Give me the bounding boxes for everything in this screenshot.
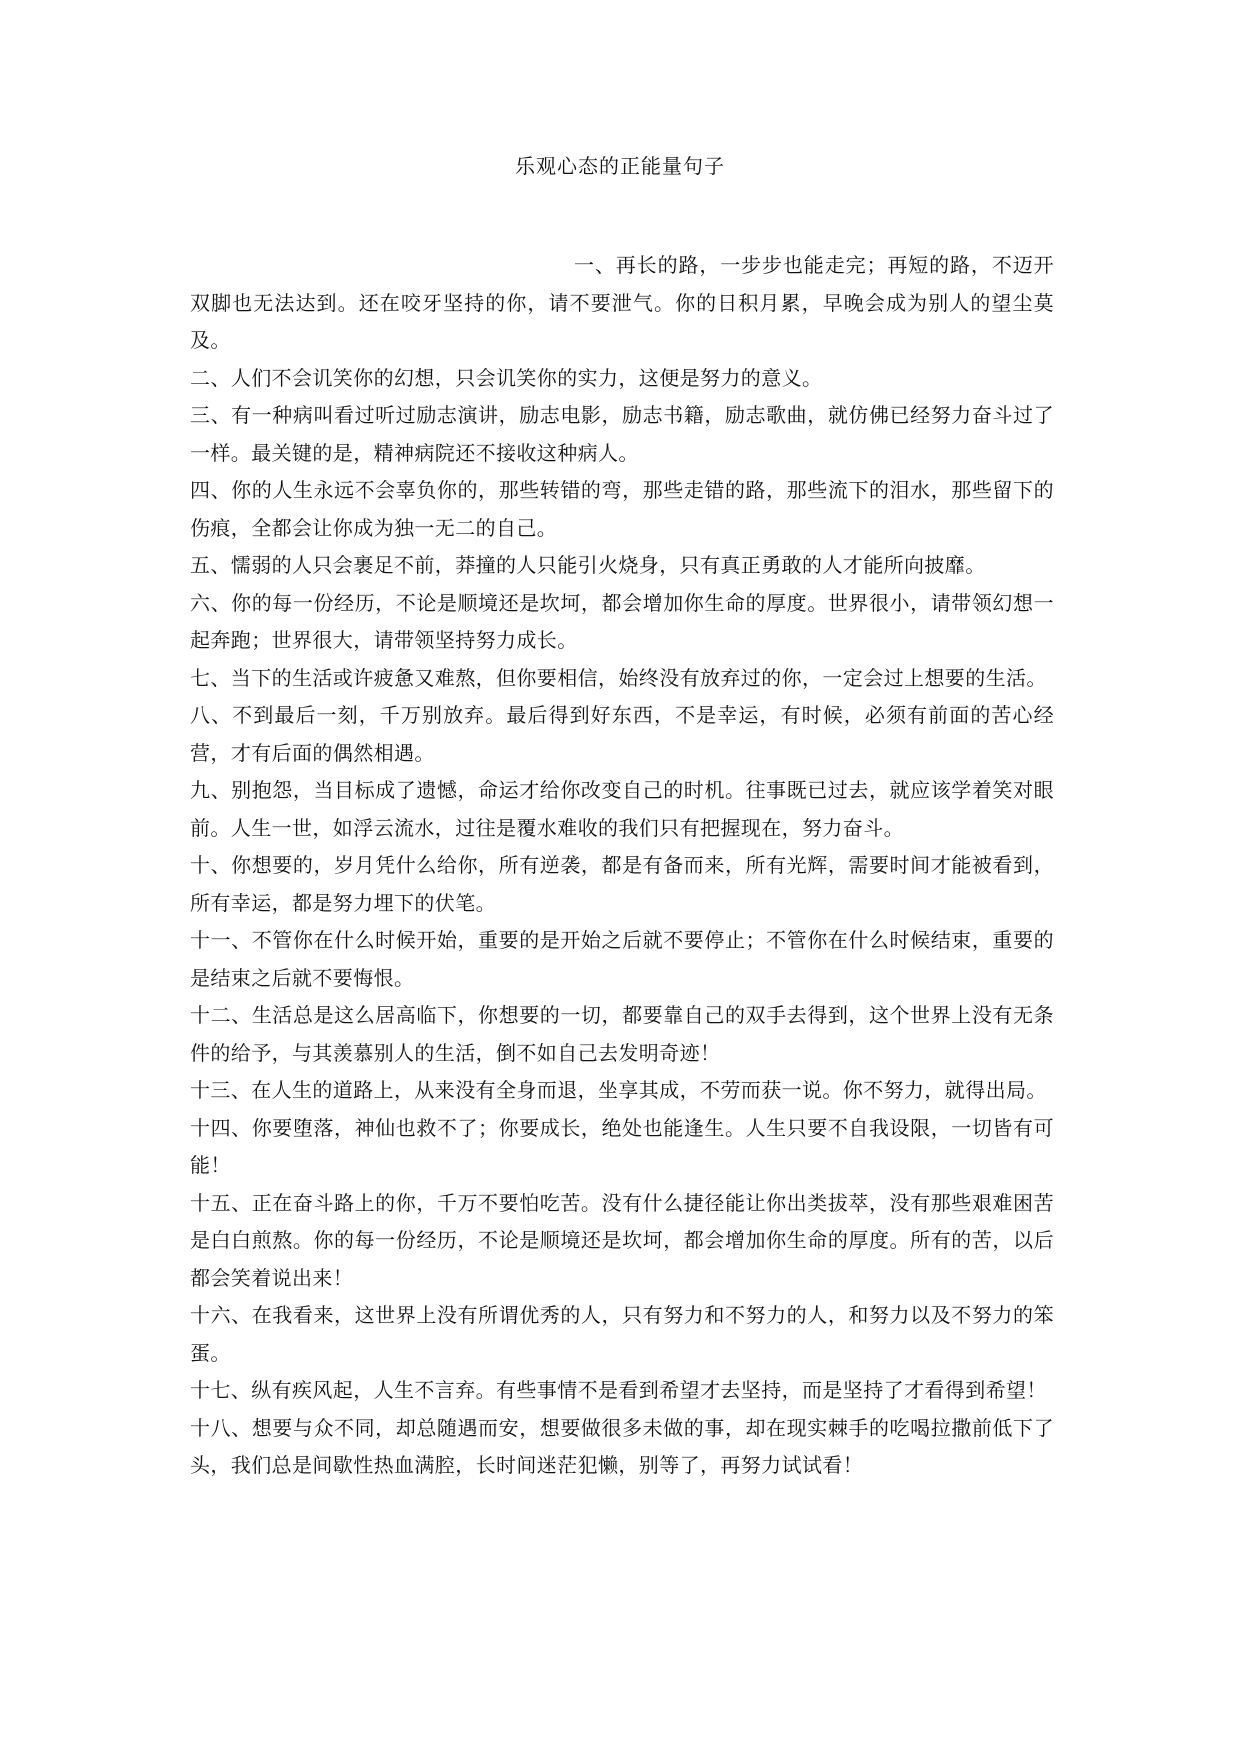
paragraph-16: 十六、在我看来，这世界上没有所谓优秀的人，只有努力和不努力的人，和努力以及不努力的笨蛋。 [190, 1303, 1054, 1365]
paragraph-14: 十四、你要堕落，神仙也救不了；你要成长，绝处也能逢生。人生只要不自我设限，一切皆有可能！ [190, 1115, 1054, 1177]
paragraph-8: 八、不到最后一刻，千万别放弃。最后得到好东西，不是幸运，有时候，必须有前面的苦心经营，才有后面的偶然相遇。 [190, 703, 1054, 765]
paragraph-4: 四、你的人生永远不会辜负你的，那些转错的弯，那些走错的路，那些流下的泪水，那些留下的伤痕，全都会让你成为独一无二的自己。 [190, 478, 1054, 540]
paragraph-17: 十七、纵有疾风起，人生不言弃。有些事情不是看到希望才去坚持，而是坚持了才看得到希望！ [190, 1378, 1047, 1402]
paragraph-9: 九、别抱怨，当目标成了遗憾，命运才给你改变自己的时机。往事既已过去，就应该学着笑对眼前。人生一世，如浮云流水，过往是覆水难收的我们只有把握现在，努力奋斗。 [190, 778, 1054, 840]
paragraph-3: 三、有一种病叫看过听过励志演讲，励志电影，励志书籍，励志歌曲，就仿佛已经努力奋斗过了一样。最关键的是，精神病院还不接收这种病人。 [190, 403, 1054, 465]
paragraph-6: 六、你的每一份经历，不论是顺境还是坎坷，都会增加你生命的厚度。世界很小，请带领幻想一起奔跑；世界很大，请带领坚持努力成长。 [190, 590, 1054, 652]
document-body [190, 247, 1054, 1485]
paragraph-5: 五、懦弱的人只会裹足不前，莽撞的人只能引火烧身，只有真正勇敢的人才能所向披靡。 [190, 553, 986, 577]
paragraph-18: 十八、想要与众不同，却总随遇而安，想要做很多未做的事，却在现实棘手的吃喝拉撒前低下了头，我们总是间歇性热血满腔，长时间迷茫犯懒，别等了，再努力试试看！ [190, 1415, 1054, 1477]
paragraph-13: 十三、在人生的道路上，从来没有全身而退，坐享其成，不劳而获一说。你不努力，就得出局。 [190, 1078, 1047, 1102]
paragraph-7: 七、当下的生活或许疲惫又难熬，但你要相信，始终没有放弃过的你，一定会过上想要的生活。 [190, 665, 1047, 690]
paragraph-12: 十二、生活总是这么居高临下，你想要的一切，都要靠自己的双手去得到，这个世界上没有无条件的给予，与其羡慕别人的生活，倒不如自己去发明奇迹！ [190, 1003, 1054, 1065]
paragraph-10: 十、你想要的，岁月凭什么给你，所有逆袭，都是有备而来，所有光辉，需要时间才能被看到，所有幸运，都是努力埋下的伏笔。 [190, 853, 1054, 915]
page-title: 乐观心态的正能量句子 [515, 154, 725, 178]
paragraph-2: 二、人们不会讥笑你的幻想，只会讥笑你的实力，这便是努力的意义。 [190, 365, 823, 390]
paragraph-11: 十一、不管你在什么时候开始，重要的是开始之后就不要停止；不管你在什么时候结束，重要的是结束之后就不要悔恨。 [190, 928, 1054, 990]
paragraph-1: 一、再长的路，一步步也能走完；再短的路，不迈开双脚也无法达到。还在咬牙坚持的你，请不要泄气。你的日积月累，早晚会成为别人的望尘莫及。 [190, 253, 1054, 352]
paragraph-15: 十五、正在奋斗路上的你，千万不要怕吃苦。没有什么捷径能让你出类拔萃，没有那些艰难困苦是白白煎熬。你的每一份经历，不论是顺境还是坎坷，都会增加你生命的厚度。所有的苦，以后都会笑着说出来！ [190, 1190, 1054, 1290]
